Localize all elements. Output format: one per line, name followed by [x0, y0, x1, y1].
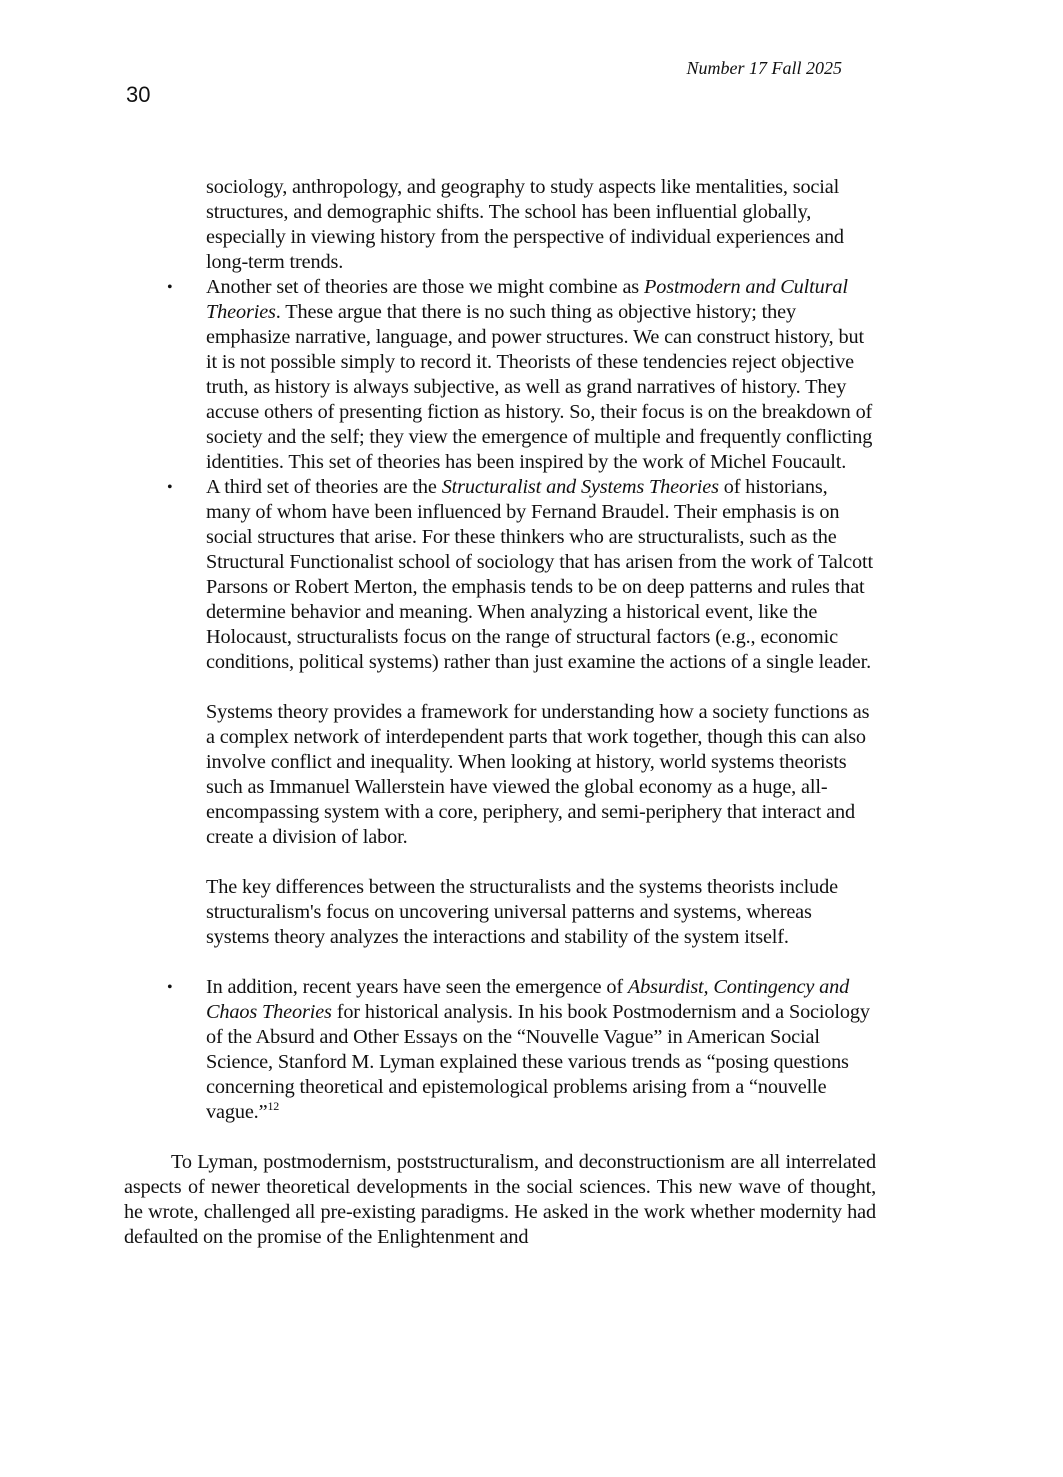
bullet-text: In addition, recent years have seen the emergence of Absurdist, Contingency and Chaos Theories for historical analysis. In his book Postmodernism and a Sociology of the Absurd and Other Essays on the “Nouvelle Vague” in American Social Science, Stanford M. Lyman explained these various trends as “posing questions concerning theoretical and epistemological problems arising from a “nouvelle vague.”$^{12}$ [206, 976, 870, 1123]
sub-paragraph-key-differences: The key differences between the structuralists and the systems theorists include structuralism's focus on uncovering universal patterns and systems, whereas systems theory analyzes the interactions and stability of the system itself. [206, 876, 838, 948]
bullet-item-postmodern [167, 275, 876, 475]
bullet-item-structuralist [167, 475, 876, 950]
bullet-icon: • [167, 279, 173, 296]
bullet-text: Another set of theories are those we might combine as Postmodern and Cultural Theories. These argue that there is no such thing as objective history; they emphasize narrative, language, and power structures. We can construct history, but it is not possible simply to record it. Theorists of these tendencies reject objective truth, as history is always subjective, as well as grand narratives of history. They accuse others of presenting fiction as history. So, their focus is on the breakdown of society and the self; they view the emergence of multiple and frequently conflicting identities. This set of theories has been inspired by the work of Michel Foucault. [206, 276, 873, 473]
bullet-text: A third set of theories are the Structuralist and Systems Theories of historians, many of whom have been influenced by Fernand Braudel. Their emphasis is on social structures that arise. For these thinkers who are structuralists, such as the Structural Functionalist school of sociology that has arisen from the work of Talcott Parsons or Robert Merton, the emphasis tends to be on deep patterns and rules that determine behavior and meaning. When analyzing a historical event, like the Holocaust, structuralists focus on the range of structural factors (e.g., economic conditions, political systems) rather than just examine the actions of a single leader. [206, 476, 873, 673]
bullet-icon: • [167, 979, 173, 996]
italic-term: Structuralist and Systems Theories [441, 476, 719, 498]
body-text [124, 175, 876, 1250]
bullet-list [124, 275, 876, 1125]
running-head: Number 17 Fall 2025 [686, 58, 842, 78]
italic-term: Postmodern and Cultural Theories [206, 276, 848, 323]
footnote-ref[interactable]: 12 [267, 1099, 280, 1113]
bullet-item-absurdist [167, 975, 876, 1125]
italic-term: Absurdist, Contingency and Chaos Theories [206, 976, 850, 1023]
page-number: 30 [126, 82, 151, 107]
sub-paragraph-systems-theory: Systems theory provides a framework for understanding how a society functions as a complex network of interdependent parts that work together, though this can also involve conflict and inequality. When looking at history, world systems theorists such as Immanuel Wallerstein have viewed the global economy as a huge, all-encompassing system with a core, periphery, and semi-periphery that interact and create a division of labor. [206, 701, 870, 848]
closing-paragraph: To Lyman, postmodernism, poststructuralism, and deconstructionism are all interrelated aspects of newer theoretical developments in the social sciences. This new wave of thought, he wrote, challenged all pre-existing paradigms. He asked in the work whether modernity had defaulted on the promise of the Enlightenment and [124, 1151, 876, 1248]
continued-paragraph: sociology, anthropology, and geography to study aspects like mentalities, social structures, and demographic shifts. The school has been influential globally, especially in viewing history from the perspective of individual experiences and long-term trends. [206, 176, 844, 273]
bullet-icon: • [167, 479, 173, 496]
